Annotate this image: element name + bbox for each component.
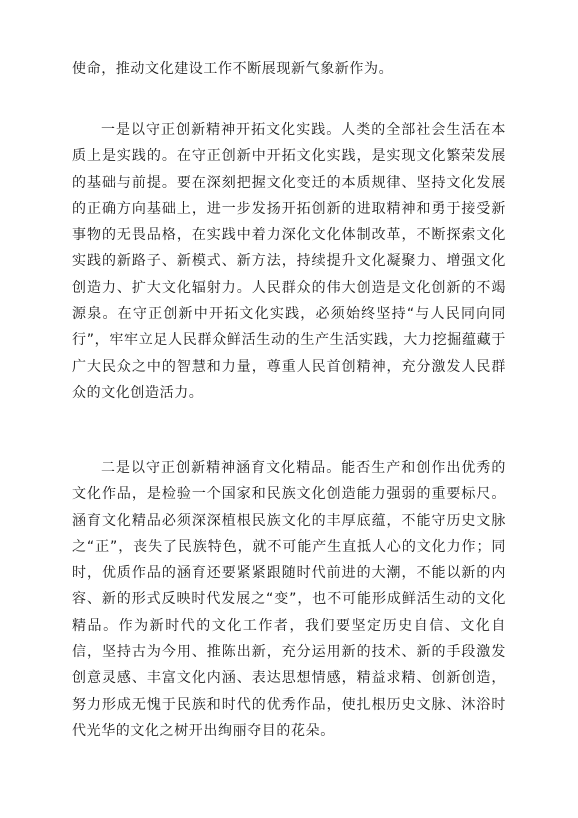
paragraph-continuation: 使命，推动文化建设工作不断展现新气象新作为。 (72, 61, 394, 77)
paragraph-cultural-practice: 一是以守正创新精神开拓文化实践。人类的全部社会生活在本质上是实践的。在守正创新中开拓文化实践，是实现文化繁荣发展的基础与前提。要在深刻把握文化变迁的本质规律、坚持文化发展的正确方向基础上，进一步发扬开拓创新的进取精神和勇于接受新事物的无畏品格，在实践中着力深化文化体制改革，不断探索文化实践的新路子、新模式、新方法，持续提升文化凝聚力、增强文化创造力、扩大文化辐射力。人民群众的伟大创造是文化创新的不竭源泉。在守正创新中开拓文化实践，必须始终坚持“与人民同向同行”，牢牢立足人民群众鲜活生动的生产生活实践，大力挖掘蕴藏于广大民众之中的智慧和力量，尊重人民首创精神，充分激发人民群众的文化创造活力。 (72, 122, 506, 401)
paragraph-cultural-masterpieces: 二是以守正创新精神涵育文化精品。能否生产和创作出优秀的文化作品，是检验一个国家和民族文化创造能力强弱的重要标尺。涵育文化精品必须深深植根民族文化的丰厚底蕴，不能守历史文脉之“正”，丧失了民族特色，就不可能产生直抵人心的文化力作；同时，优质作品的涵育还要紧紧跟随时代前进的大潮，不能以新的内容、新的形式反映时代发展之“变”，也不可能形成鲜活生动的文化精品。作为新时代的文化工作者，我们要坚定历史自信、文化自信，坚持古为今用、推陈出新，充分运用新的技术、新的手段激发创意灵感、丰富文化内涵、表达思想情感，精益求精、创新创造，努力形成无愧于民族和时代的优秀作品，使扎根历史文脉、沐浴时代光华的文化之树开出绚丽夺目的花朵。 (72, 460, 506, 739)
